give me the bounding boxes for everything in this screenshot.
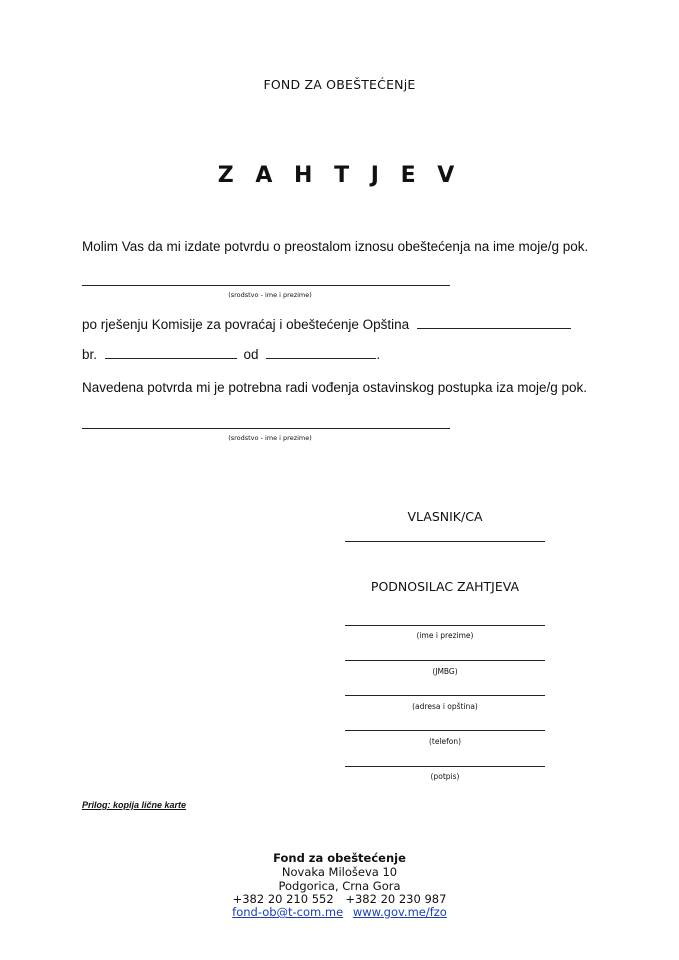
commission-text: po rješenju Komisije za povraćaj i obeštećenje Opština [82,317,410,332]
applicant-address-line[interactable] [345,695,545,696]
footer-name: Fond za obeštećenje [273,851,406,865]
relative-name-line-1[interactable] [82,285,450,286]
applicant-phone-caption: (telefon) [428,737,462,746]
footer-organization-name [0,852,679,865]
applicant-signature-caption: (potpis) [430,772,460,781]
applicant-signature-line[interactable] [345,766,545,767]
br-label: br. [82,347,98,362]
footer-links [0,906,679,919]
relative-name-caption-2: (srodstvo - ime i prezime) [228,434,312,442]
footer-city: Podgorica, Crna Gora [278,879,401,893]
request-paragraph: Molim Vas da mi izdate potvrdu o preostalom iznosu obeštećenja na ime moje/g pok. [82,239,589,254]
attachment-note: Prilog: kopija lične karte [82,800,187,810]
footer-phone-1: +382 20 210 552 [232,892,334,906]
relative-name-caption-1: (srodstvo - ime i prezime) [228,291,312,299]
document-title: Z A H T J E V [217,163,462,188]
applicant-name-caption: (ime i prezime) [416,631,474,640]
municipality-field[interactable] [417,316,571,329]
decision-date-field[interactable] [266,346,376,359]
applicant-phone-line[interactable] [345,730,545,731]
organization-header: FOND ZA OBEŠTEĆENjE [263,77,416,92]
footer-website-link[interactable]: www.gov.me/fzo [352,905,447,919]
owner-signature-line[interactable] [345,541,545,542]
commission-line [82,316,571,332]
decision-number-field[interactable] [105,346,237,359]
applicant-address-caption: (adresa i opština) [412,702,478,711]
purpose-paragraph: Navedena potvrda mi je potrebna radi vođenja ostavinskog postupka iza moje/g pok. [82,380,588,395]
decision-number-line [82,346,380,362]
line-end-period: . [376,347,381,362]
owner-label: VLASNIK/CA [407,509,483,524]
relative-name-line-2[interactable] [82,428,450,429]
applicant-label: PODNOSILAC ZAHTJEVA [370,579,520,594]
applicant-name-line[interactable] [345,625,545,626]
od-label: od [243,347,259,362]
applicant-jmbg-caption: (JMBG) [432,667,458,676]
footer-street: Novaka Miloševa 10 [281,865,398,879]
footer-email-link[interactable]: fond-ob@t-com.me [232,905,344,919]
footer-phone-2: +382 20 230 987 [345,892,447,906]
applicant-jmbg-line[interactable] [345,660,545,661]
